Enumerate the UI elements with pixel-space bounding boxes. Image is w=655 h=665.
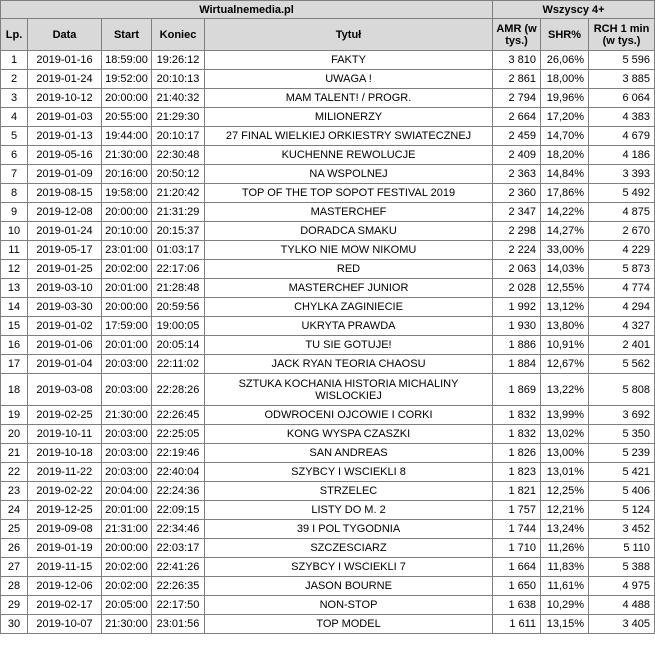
cell-data: 2019-09-08 <box>28 520 102 539</box>
cell-start: 19:52:00 <box>102 70 152 89</box>
cell-koniec: 22:03:17 <box>152 539 205 558</box>
cell-amr: 1 638 <box>493 596 541 615</box>
cell-shr: 13,24% <box>541 520 589 539</box>
table-row <box>1 444 655 463</box>
cell-rch: 5 873 <box>589 260 655 279</box>
cell-data: 2019-03-30 <box>28 298 102 317</box>
cell-start: 19:58:00 <box>102 184 152 203</box>
col-start-header: Start <box>102 19 152 51</box>
cell-rch: 4 383 <box>589 108 655 127</box>
table-row <box>1 482 655 501</box>
cell-tytul: STRZELEC <box>205 482 493 501</box>
cell-koniec: 21:28:48 <box>152 279 205 298</box>
cell-lp: 16 <box>1 336 28 355</box>
cell-rch: 4 679 <box>589 127 655 146</box>
cell-start: 20:03:00 <box>102 463 152 482</box>
cell-data: 2019-02-17 <box>28 596 102 615</box>
cell-koniec: 20:10:13 <box>152 70 205 89</box>
cell-rch: 3 692 <box>589 406 655 425</box>
cell-koniec: 22:41:26 <box>152 558 205 577</box>
table-header-columns <box>1 19 655 51</box>
cell-start: 20:05:00 <box>102 596 152 615</box>
cell-start: 20:03:00 <box>102 444 152 463</box>
cell-koniec: 22:26:35 <box>152 577 205 596</box>
cell-data: 2019-02-22 <box>28 482 102 501</box>
cell-data: 2019-05-17 <box>28 241 102 260</box>
table-row <box>1 165 655 184</box>
cell-start: 20:02:00 <box>102 260 152 279</box>
table-row <box>1 279 655 298</box>
cell-tytul: UWAGA ! <box>205 70 493 89</box>
cell-data: 2019-03-10 <box>28 279 102 298</box>
cell-data: 2019-05-16 <box>28 146 102 165</box>
cell-amr: 2 224 <box>493 241 541 260</box>
cell-tytul: UKRYTA PRAWDA <box>205 317 493 336</box>
cell-tytul: ODWROCENI OJCOWIE I CORKI <box>205 406 493 425</box>
cell-start: 20:01:00 <box>102 501 152 520</box>
cell-lp: 3 <box>1 89 28 108</box>
cell-start: 20:55:00 <box>102 108 152 127</box>
cell-lp: 18 <box>1 374 28 406</box>
cell-start: 18:59:00 <box>102 51 152 70</box>
cell-koniec: 21:40:32 <box>152 89 205 108</box>
cell-amr: 1 869 <box>493 374 541 406</box>
cell-lp: 7 <box>1 165 28 184</box>
cell-data: 2019-01-06 <box>28 336 102 355</box>
cell-shr: 13,12% <box>541 298 589 317</box>
cell-lp: 22 <box>1 463 28 482</box>
cell-shr: 12,55% <box>541 279 589 298</box>
cell-rch: 4 294 <box>589 298 655 317</box>
cell-amr: 2 063 <box>493 260 541 279</box>
cell-lp: 2 <box>1 70 28 89</box>
cell-koniec: 22:28:26 <box>152 374 205 406</box>
cell-koniec: 20:59:56 <box>152 298 205 317</box>
cell-koniec: 22:26:45 <box>152 406 205 425</box>
cell-lp: 17 <box>1 355 28 374</box>
cell-amr: 1 886 <box>493 336 541 355</box>
cell-amr: 2 363 <box>493 165 541 184</box>
cell-data: 2019-01-09 <box>28 165 102 184</box>
cell-rch: 4 975 <box>589 577 655 596</box>
cell-koniec: 21:29:30 <box>152 108 205 127</box>
cell-tytul: TU SIE GOTUJE! <box>205 336 493 355</box>
cell-tytul: KONG WYSPA CZASZKI <box>205 425 493 444</box>
table-row <box>1 51 655 70</box>
cell-lp: 12 <box>1 260 28 279</box>
cell-shr: 14,84% <box>541 165 589 184</box>
cell-amr: 1 710 <box>493 539 541 558</box>
cell-amr: 1 650 <box>493 577 541 596</box>
cell-tytul: FAKTY <box>205 51 493 70</box>
cell-start: 21:31:00 <box>102 520 152 539</box>
cell-lp: 5 <box>1 127 28 146</box>
cell-koniec: 21:31:29 <box>152 203 205 222</box>
col-koniec-header: Koniec <box>152 19 205 51</box>
cell-amr: 2 794 <box>493 89 541 108</box>
table-row <box>1 558 655 577</box>
cell-koniec: 22:19:46 <box>152 444 205 463</box>
cell-tytul: TOP MODEL <box>205 615 493 634</box>
table-row <box>1 374 655 406</box>
cell-lp: 9 <box>1 203 28 222</box>
cell-tytul: MASTERCHEF <box>205 203 493 222</box>
table-row <box>1 203 655 222</box>
col-rch-header: RCH 1 min (w tys.) <box>589 19 655 51</box>
cell-amr: 2 861 <box>493 70 541 89</box>
cell-shr: 19,96% <box>541 89 589 108</box>
col-data-header: Data <box>28 19 102 51</box>
cell-amr: 1 664 <box>493 558 541 577</box>
cell-start: 21:30:00 <box>102 406 152 425</box>
cell-koniec: 22:34:46 <box>152 520 205 539</box>
col-lp-header: Lp. <box>1 19 28 51</box>
cell-amr: 2 028 <box>493 279 541 298</box>
cell-amr: 3 810 <box>493 51 541 70</box>
cell-start: 20:01:00 <box>102 336 152 355</box>
cell-start: 20:00:00 <box>102 298 152 317</box>
cell-rch: 5 239 <box>589 444 655 463</box>
cell-shr: 17,20% <box>541 108 589 127</box>
cell-data: 2019-11-22 <box>28 463 102 482</box>
cell-koniec: 20:05:14 <box>152 336 205 355</box>
cell-start: 20:00:00 <box>102 203 152 222</box>
cell-rch: 6 064 <box>589 89 655 108</box>
cell-shr: 14,22% <box>541 203 589 222</box>
cell-tytul: NA WSPOLNEJ <box>205 165 493 184</box>
cell-data: 2019-01-19 <box>28 539 102 558</box>
cell-shr: 17,86% <box>541 184 589 203</box>
cell-data: 2019-01-25 <box>28 260 102 279</box>
cell-start: 20:01:00 <box>102 279 152 298</box>
cell-rch: 4 186 <box>589 146 655 165</box>
cell-rch: 3 452 <box>589 520 655 539</box>
cell-data: 2019-11-15 <box>28 558 102 577</box>
cell-data: 2019-01-04 <box>28 355 102 374</box>
cell-koniec: 01:03:17 <box>152 241 205 260</box>
cell-koniec: 22:25:05 <box>152 425 205 444</box>
cell-shr: 13,01% <box>541 463 589 482</box>
cell-amr: 2 409 <box>493 146 541 165</box>
cell-amr: 1 757 <box>493 501 541 520</box>
cell-lp: 27 <box>1 558 28 577</box>
cell-amr: 2 347 <box>493 203 541 222</box>
cell-start: 21:30:00 <box>102 615 152 634</box>
table-row <box>1 336 655 355</box>
cell-shr: 10,29% <box>541 596 589 615</box>
table-row <box>1 596 655 615</box>
table-header-top <box>1 1 655 19</box>
cell-start: 17:59:00 <box>102 317 152 336</box>
cell-amr: 1 823 <box>493 463 541 482</box>
cell-rch: 5 492 <box>589 184 655 203</box>
table-row <box>1 355 655 374</box>
cell-koniec: 20:50:12 <box>152 165 205 184</box>
cell-shr: 11,61% <box>541 577 589 596</box>
cell-shr: 13,80% <box>541 317 589 336</box>
cell-koniec: 20:10:17 <box>152 127 205 146</box>
cell-amr: 1 832 <box>493 425 541 444</box>
cell-lp: 13 <box>1 279 28 298</box>
cell-tytul: SAN ANDREAS <box>205 444 493 463</box>
cell-rch: 5 421 <box>589 463 655 482</box>
cell-amr: 1 992 <box>493 298 541 317</box>
cell-lp: 19 <box>1 406 28 425</box>
cell-start: 19:44:00 <box>102 127 152 146</box>
cell-data: 2019-03-08 <box>28 374 102 406</box>
cell-shr: 14,27% <box>541 222 589 241</box>
cell-koniec: 23:01:56 <box>152 615 205 634</box>
cell-rch: 5 562 <box>589 355 655 374</box>
cell-koniec: 20:15:37 <box>152 222 205 241</box>
cell-tytul: DORADCA SMAKU <box>205 222 493 241</box>
cell-koniec: 22:17:50 <box>152 596 205 615</box>
table-row <box>1 317 655 336</box>
cell-tytul: TOP OF THE TOP SOPOT FESTIVAL 2019 <box>205 184 493 203</box>
cell-tytul: SZTUKA KOCHANIA HISTORIA MICHALINY WISLOCKIEJ <box>205 374 493 406</box>
cell-koniec: 22:17:06 <box>152 260 205 279</box>
cell-shr: 10,91% <box>541 336 589 355</box>
cell-start: 20:10:00 <box>102 222 152 241</box>
cell-amr: 1 930 <box>493 317 541 336</box>
table-row <box>1 425 655 444</box>
cell-data: 2019-02-25 <box>28 406 102 425</box>
cell-tytul: MASTERCHEF JUNIOR <box>205 279 493 298</box>
cell-lp: 25 <box>1 520 28 539</box>
cell-tytul: 39 I POL TYGODNIA <box>205 520 493 539</box>
cell-start: 20:02:00 <box>102 577 152 596</box>
cell-rch: 4 229 <box>589 241 655 260</box>
col-tytul-header: Tytuł <box>205 19 493 51</box>
cell-shr: 18,00% <box>541 70 589 89</box>
cell-shr: 18,20% <box>541 146 589 165</box>
cell-rch: 5 596 <box>589 51 655 70</box>
table-row <box>1 501 655 520</box>
cell-rch: 4 327 <box>589 317 655 336</box>
cell-rch: 4 774 <box>589 279 655 298</box>
cell-lp: 21 <box>1 444 28 463</box>
cell-amr: 1 821 <box>493 482 541 501</box>
cell-koniec: 22:24:36 <box>152 482 205 501</box>
cell-rch: 2 401 <box>589 336 655 355</box>
cell-shr: 13,00% <box>541 444 589 463</box>
cell-start: 20:00:00 <box>102 539 152 558</box>
cell-start: 20:16:00 <box>102 165 152 184</box>
cell-lp: 23 <box>1 482 28 501</box>
cell-shr: 11,26% <box>541 539 589 558</box>
cell-shr: 13,15% <box>541 615 589 634</box>
cell-koniec: 22:09:15 <box>152 501 205 520</box>
table-row <box>1 298 655 317</box>
cell-tytul: JASON BOURNE <box>205 577 493 596</box>
cell-data: 2019-12-06 <box>28 577 102 596</box>
cell-data: 2019-01-03 <box>28 108 102 127</box>
cell-shr: 12,21% <box>541 501 589 520</box>
cell-rch: 5 808 <box>589 374 655 406</box>
cell-lp: 20 <box>1 425 28 444</box>
table-row <box>1 70 655 89</box>
cell-start: 20:03:00 <box>102 355 152 374</box>
cell-rch: 3 885 <box>589 70 655 89</box>
cell-tytul: KUCHENNE REWOLUCJE <box>205 146 493 165</box>
cell-shr: 12,25% <box>541 482 589 501</box>
table-row <box>1 241 655 260</box>
table-row <box>1 406 655 425</box>
cell-data: 2019-01-13 <box>28 127 102 146</box>
cell-data: 2019-12-25 <box>28 501 102 520</box>
cell-shr: 13,22% <box>541 374 589 406</box>
cell-rch: 5 350 <box>589 425 655 444</box>
cell-rch: 3 405 <box>589 615 655 634</box>
cell-tytul: NON-STOP <box>205 596 493 615</box>
table-row <box>1 463 655 482</box>
cell-shr: 14,03% <box>541 260 589 279</box>
cell-rch: 2 670 <box>589 222 655 241</box>
cell-shr: 14,70% <box>541 127 589 146</box>
cell-rch: 5 388 <box>589 558 655 577</box>
cell-rch: 4 875 <box>589 203 655 222</box>
table-row <box>1 184 655 203</box>
cell-data: 2019-01-24 <box>28 222 102 241</box>
cell-data: 2019-10-18 <box>28 444 102 463</box>
cell-koniec: 22:40:04 <box>152 463 205 482</box>
cell-tytul: 27 FINAL WIELKIEJ ORKIESTRY SWIATECZNEJ <box>205 127 493 146</box>
cell-koniec: 22:30:48 <box>152 146 205 165</box>
cell-shr: 26,06% <box>541 51 589 70</box>
cell-tytul: LISTY DO M. 2 <box>205 501 493 520</box>
table-row <box>1 146 655 165</box>
cell-data: 2019-01-16 <box>28 51 102 70</box>
cell-amr: 1 832 <box>493 406 541 425</box>
cell-shr: 13,99% <box>541 406 589 425</box>
cell-tytul: SZYBCY I WSCIEKLI 7 <box>205 558 493 577</box>
cell-data: 2019-10-12 <box>28 89 102 108</box>
cell-lp: 28 <box>1 577 28 596</box>
cell-start: 21:30:00 <box>102 146 152 165</box>
source-header: Wirtualnemedia.pl <box>1 1 493 19</box>
cell-tytul: SZCZESCIARZ <box>205 539 493 558</box>
cell-data: 2019-12-08 <box>28 203 102 222</box>
cell-rch: 3 393 <box>589 165 655 184</box>
cell-lp: 14 <box>1 298 28 317</box>
cell-lp: 4 <box>1 108 28 127</box>
cell-rch: 4 488 <box>589 596 655 615</box>
table-row <box>1 108 655 127</box>
cell-koniec: 19:00:05 <box>152 317 205 336</box>
table-row <box>1 222 655 241</box>
cell-amr: 1 826 <box>493 444 541 463</box>
table-row <box>1 577 655 596</box>
cell-amr: 1 884 <box>493 355 541 374</box>
cell-koniec: 22:11:02 <box>152 355 205 374</box>
cell-shr: 13,02% <box>541 425 589 444</box>
cell-shr: 11,83% <box>541 558 589 577</box>
cell-lp: 10 <box>1 222 28 241</box>
table-row <box>1 615 655 634</box>
cell-tytul: TYLKO NIE MOW NIKOMU <box>205 241 493 260</box>
cell-tytul: CHYLKA ZAGINIECIE <box>205 298 493 317</box>
cell-data: 2019-10-07 <box>28 615 102 634</box>
cell-rch: 5 406 <box>589 482 655 501</box>
cell-tytul: MAM TALENT! / PROGR. <box>205 89 493 108</box>
cell-data: 2019-10-11 <box>28 425 102 444</box>
cell-data: 2019-01-24 <box>28 70 102 89</box>
cell-data: 2019-08-15 <box>28 184 102 203</box>
table-row <box>1 260 655 279</box>
cell-start: 20:02:00 <box>102 558 152 577</box>
cell-tytul: MILIONERZY <box>205 108 493 127</box>
cell-amr: 2 664 <box>493 108 541 127</box>
cell-rch: 5 124 <box>589 501 655 520</box>
cell-lp: 30 <box>1 615 28 634</box>
cell-lp: 8 <box>1 184 28 203</box>
cell-start: 20:04:00 <box>102 482 152 501</box>
cell-amr: 2 360 <box>493 184 541 203</box>
table-row <box>1 539 655 558</box>
cell-data: 2019-01-02 <box>28 317 102 336</box>
cell-lp: 24 <box>1 501 28 520</box>
cell-amr: 2 298 <box>493 222 541 241</box>
cell-koniec: 19:26:12 <box>152 51 205 70</box>
cell-start: 20:00:00 <box>102 89 152 108</box>
table-row <box>1 89 655 108</box>
cell-tytul: RED <box>205 260 493 279</box>
cell-amr: 1 611 <box>493 615 541 634</box>
cell-lp: 26 <box>1 539 28 558</box>
cell-start: 20:03:00 <box>102 425 152 444</box>
cell-tytul: SZYBCY I WSCIEKLI 8 <box>205 463 493 482</box>
group-header: Wszyscy 4+ <box>493 1 655 19</box>
cell-tytul: JACK RYAN TEORIA CHAOSU <box>205 355 493 374</box>
cell-rch: 5 110 <box>589 539 655 558</box>
cell-lp: 15 <box>1 317 28 336</box>
table-row <box>1 127 655 146</box>
col-shr-header: SHR% <box>541 19 589 51</box>
cell-start: 20:03:00 <box>102 374 152 406</box>
cell-shr: 12,67% <box>541 355 589 374</box>
cell-start: 23:01:00 <box>102 241 152 260</box>
cell-lp: 11 <box>1 241 28 260</box>
cell-lp: 1 <box>1 51 28 70</box>
cell-shr: 33,00% <box>541 241 589 260</box>
table-row <box>1 520 655 539</box>
cell-amr: 1 744 <box>493 520 541 539</box>
cell-lp: 6 <box>1 146 28 165</box>
col-amr-header: AMR (w tys.) <box>493 19 541 51</box>
cell-koniec: 21:20:42 <box>152 184 205 203</box>
cell-lp: 29 <box>1 596 28 615</box>
cell-amr: 2 459 <box>493 127 541 146</box>
